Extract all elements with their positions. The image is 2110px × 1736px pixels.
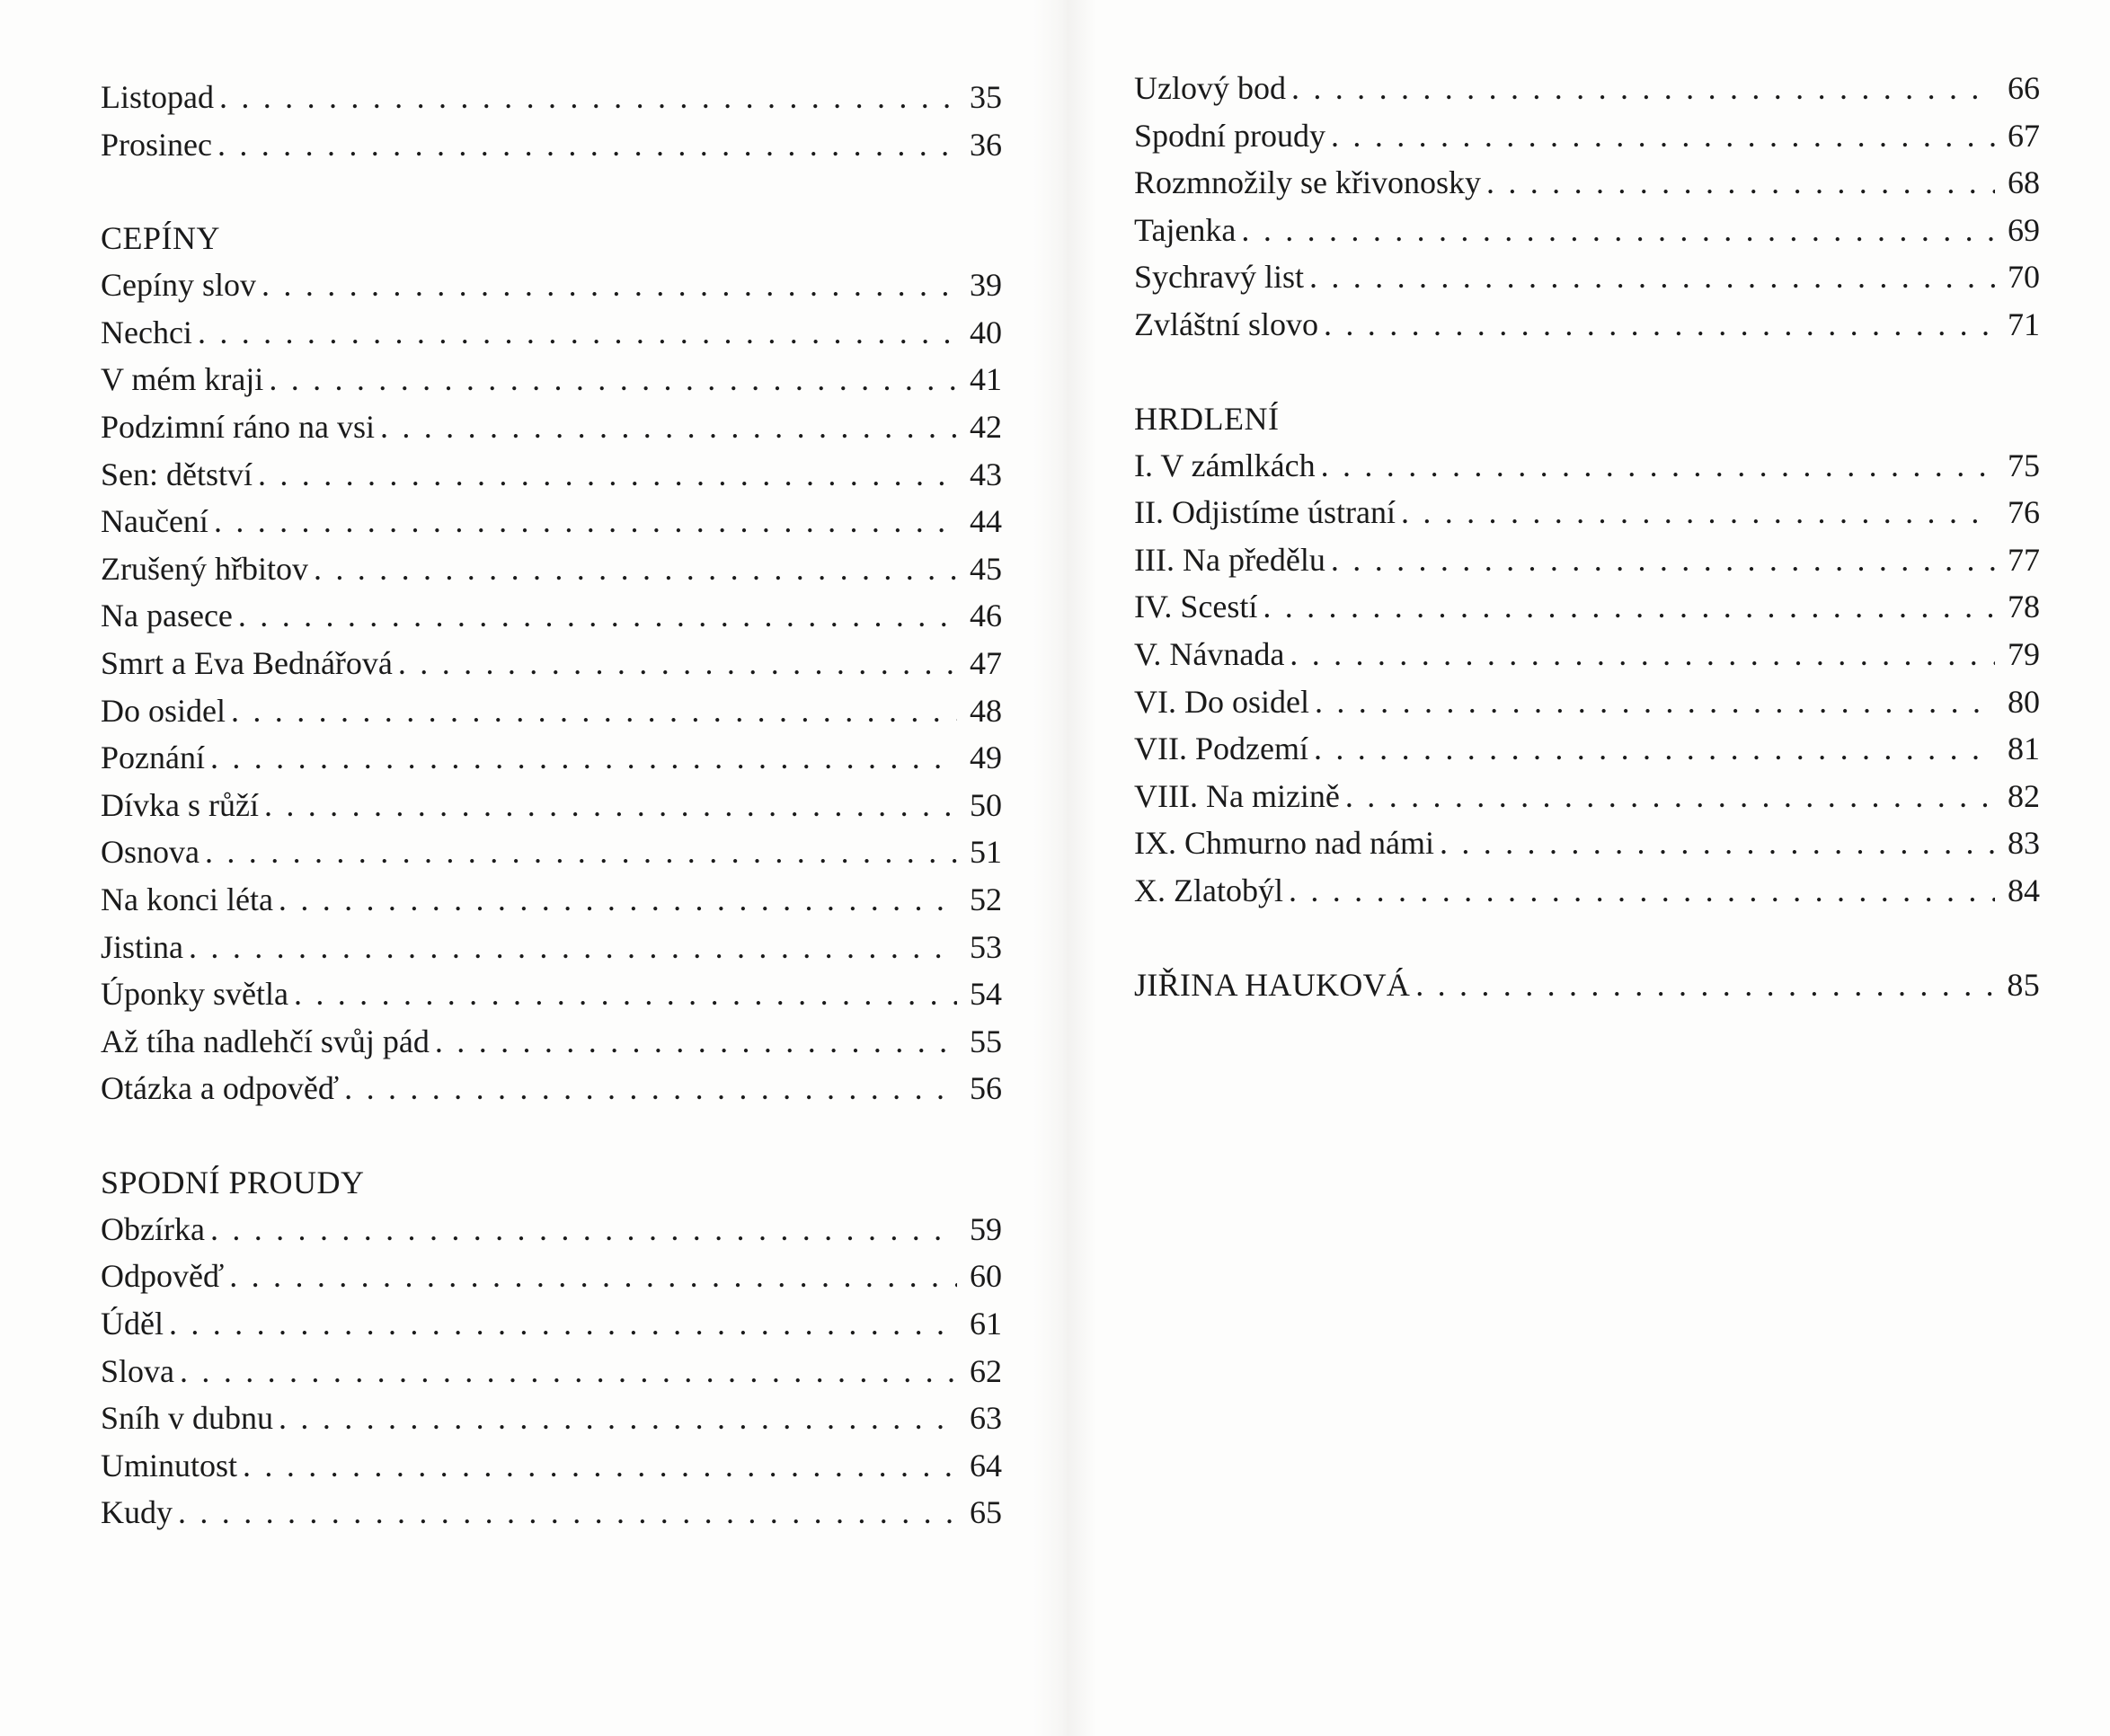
toc-entry-title: VI. Do osidel [1134, 683, 1309, 720]
dot-leader [398, 640, 957, 687]
dot-leader [435, 1018, 957, 1066]
toc-entry [1134, 301, 2040, 349]
toc-entry-title: Zvláštní slovo [1134, 306, 1318, 342]
toc-entry [101, 1018, 1002, 1066]
toc-entry [101, 74, 1002, 121]
toc-entry-page: 77 [2008, 541, 2040, 578]
dot-leader [219, 74, 957, 121]
toc-entry [1134, 207, 2040, 254]
section-heading: HRDLENÍ [1134, 400, 1280, 437]
toc-entry-title: X. Zlatobýl [1134, 872, 1283, 908]
toc-entry-title: Poznání [101, 740, 205, 776]
toc-entry [101, 734, 1002, 782]
toc-entry-title: Smrt a Eva Bednářová [101, 644, 393, 681]
toc-entry [101, 1253, 1002, 1300]
toc-entry-title: III. Na předělu [1134, 541, 1325, 578]
toc-entry [101, 403, 1002, 451]
toc-section [101, 74, 1002, 168]
toc-entry-page: 42 [970, 408, 1002, 445]
toc-entry-title: Sychravý list [1134, 259, 1304, 296]
toc-entry-title: Úděl [101, 1306, 164, 1342]
dot-leader [1324, 301, 1995, 349]
toc-entry [101, 498, 1002, 545]
toc-entry [101, 828, 1002, 876]
toc-section [1134, 65, 2040, 349]
toc-entry-title: Osnova [101, 834, 199, 871]
toc-entry-page: 49 [970, 740, 1002, 776]
book-gutter [1033, 0, 1096, 1736]
dot-leader [180, 1348, 957, 1395]
toc-entry [1134, 583, 2040, 631]
toc-entry-page: 46 [970, 598, 1002, 634]
dot-leader [217, 121, 957, 169]
toc-entry [1134, 678, 2040, 726]
toc-entry-page: 50 [970, 786, 1002, 823]
right-page [1134, 0, 2040, 1055]
toc-entry-title: Kudy [101, 1494, 173, 1531]
dot-leader [1486, 159, 1995, 207]
toc-entry-page: 66 [2008, 70, 2040, 106]
toc-entry [101, 1489, 1002, 1537]
toc-entry-page: 54 [970, 976, 1002, 1013]
toc-entry-title: IX. Chmurno nad námi [1134, 825, 1434, 862]
left-page [101, 0, 1002, 1583]
toc-entry-title: Otázka a odpověď [101, 1070, 340, 1107]
toc-entry [101, 640, 1002, 687]
toc-entry-page: 79 [2008, 635, 2040, 672]
dot-leader [189, 924, 957, 971]
dot-leader [380, 403, 957, 451]
toc-entry-page: 43 [970, 456, 1002, 492]
toc-entry-title: Spodní proudy [1134, 117, 1326, 154]
dot-leader [264, 782, 957, 829]
toc-entry [1134, 489, 2040, 536]
dot-leader [1291, 65, 1995, 112]
toc-entry-page: 82 [2008, 777, 2040, 814]
toc-entry-title: Cepíny slov [101, 267, 257, 304]
toc-entry-page: 51 [970, 834, 1002, 871]
toc-entry [1134, 867, 2040, 915]
toc-entry-title: Uminutost [101, 1447, 238, 1484]
toc-entry-title: Tajenka [1134, 211, 1237, 248]
dot-leader [1440, 819, 1995, 867]
toc-entry-page: 48 [970, 692, 1002, 729]
section-heading: SPODNÍ PROUDY [101, 1164, 365, 1200]
dot-leader [210, 734, 957, 782]
toc-entry [101, 970, 1002, 1018]
toc-entry-title: Úponky světla [101, 976, 288, 1013]
toc-entry-page: 44 [970, 503, 1002, 540]
toc-entry-page: 76 [2008, 494, 2040, 531]
toc-entry-title: Podzimní ráno na vsi [101, 408, 375, 445]
toc-entry [1134, 961, 2040, 1009]
dot-leader [294, 970, 957, 1018]
toc-entry [101, 1348, 1002, 1395]
toc-entry-title: Odpověď [101, 1258, 225, 1295]
toc-entry-title: Obzírka [101, 1210, 205, 1247]
toc-entry-page: 81 [2008, 731, 2040, 767]
dot-leader [1315, 678, 1995, 726]
toc-entry-page: 68 [2008, 164, 2040, 201]
dot-leader [258, 451, 957, 499]
section-heading: CEPÍNY [101, 220, 221, 257]
dot-leader [169, 1300, 957, 1348]
toc-entry [101, 261, 1002, 309]
toc-entry-title: IV. Scestí [1134, 589, 1258, 625]
toc-entry-title: Sníh v dubnu [101, 1400, 274, 1437]
toc-entry [101, 782, 1002, 829]
toc-entry-title: Slova [101, 1352, 175, 1389]
toc-entry-title: Listopad [101, 79, 214, 115]
toc-entry-title: I. V zámlkách [1134, 447, 1316, 483]
toc-entry-page: 45 [970, 550, 1002, 587]
toc-entry-page: 60 [970, 1258, 1002, 1295]
toc-entry-page: 55 [970, 1023, 1002, 1059]
toc-entry [1134, 631, 2040, 678]
toc-entry-page: 35 [970, 79, 1002, 115]
toc-section [101, 1159, 1002, 1537]
dot-leader [1241, 207, 1995, 254]
toc-entry-page: 41 [970, 361, 1002, 398]
toc-entry-title: VII. Podzemí [1134, 731, 1308, 767]
toc-entry [101, 121, 1002, 169]
toc-entry-page: 52 [970, 881, 1002, 917]
toc-entry [101, 592, 1002, 640]
dot-leader [1290, 631, 1995, 678]
toc-entry [101, 1442, 1002, 1490]
toc-entry-page: 61 [970, 1306, 1002, 1342]
toc-entry [1134, 442, 2040, 490]
toc-entry [101, 1206, 1002, 1253]
dot-leader [229, 1253, 957, 1300]
toc-entry-title: Až tíha nadlehčí svůj pád [101, 1023, 430, 1059]
toc-entry-title: Na pasece [101, 598, 233, 634]
toc-entry-page: 40 [970, 314, 1002, 350]
toc-section [101, 215, 1002, 1112]
dot-leader [262, 261, 957, 309]
toc-entry-title: Prosinec [101, 126, 212, 163]
toc-entry-title: Zrušený hřbitov [101, 550, 308, 587]
toc-entry-page: 56 [970, 1070, 1002, 1107]
toc-entry [1134, 725, 2040, 773]
toc-entry-page: 78 [2008, 589, 2040, 625]
toc-entry [1134, 112, 2040, 160]
toc-entry-title: Rozmnožily se křivonosky [1134, 164, 1481, 201]
toc-entry [101, 356, 1002, 403]
toc-entry-title: Sen: dětství [101, 456, 253, 492]
toc-entry [1134, 253, 2040, 301]
toc-entry [101, 1395, 1002, 1442]
dot-leader [314, 545, 957, 593]
toc-entry [101, 1065, 1002, 1112]
dot-leader [279, 876, 957, 924]
toc-entry [101, 1300, 1002, 1348]
toc-entry [1134, 65, 2040, 112]
dot-leader [344, 1065, 957, 1112]
dot-leader [178, 1489, 957, 1537]
toc-entry [101, 451, 1002, 499]
toc-entry-page: 84 [2008, 872, 2040, 908]
toc-entry-page: 85 [2007, 966, 2040, 1003]
dot-leader [1289, 867, 1995, 915]
dot-leader [1331, 536, 1995, 584]
toc-entry-title: V. Návnada [1134, 635, 1285, 672]
toc-entry-title: II. Odjistíme ústraní [1134, 494, 1396, 531]
toc-entry [101, 687, 1002, 735]
toc-entry-page: 80 [2008, 683, 2040, 720]
dot-leader [210, 1206, 957, 1253]
dot-leader [238, 592, 957, 640]
toc-entry [101, 924, 1002, 971]
toc-section [1134, 961, 2040, 1009]
toc-entry-page: 67 [2008, 117, 2040, 154]
toc-entry-title: JIŘINA HAUKOVÁ [1134, 966, 1411, 1003]
dot-leader [1263, 583, 1995, 631]
dot-leader [1331, 112, 1995, 160]
toc-entry-page: 70 [2008, 259, 2040, 296]
toc-entry-page: 75 [2008, 447, 2040, 483]
dot-leader [214, 498, 957, 545]
toc-entry [1134, 819, 2040, 867]
toc-entry-title: Do osidel [101, 692, 226, 729]
toc-entry [101, 309, 1002, 357]
dot-leader [279, 1395, 957, 1442]
toc-entry [101, 545, 1002, 593]
toc-entry [101, 876, 1002, 924]
toc-entry-page: 64 [970, 1447, 1002, 1484]
dot-leader [1401, 489, 1995, 536]
toc-entry-title: V mém kraji [101, 361, 264, 398]
dot-leader [198, 309, 957, 357]
toc-entry [1134, 159, 2040, 207]
toc-entry-page: 39 [970, 267, 1002, 304]
toc-entry-page: 71 [2008, 306, 2040, 342]
toc-entry-page: 63 [970, 1400, 1002, 1437]
dot-leader [231, 687, 957, 735]
dot-leader [1415, 961, 1995, 1009]
dot-leader [269, 356, 957, 403]
toc-entry-page: 36 [970, 126, 1002, 163]
toc-entry-page: 83 [2008, 825, 2040, 862]
dot-leader [1345, 773, 1995, 820]
dot-leader [1309, 253, 1995, 301]
toc-entry-page: 53 [970, 928, 1002, 965]
toc-entry-page: 47 [970, 644, 1002, 681]
dot-leader [205, 828, 957, 876]
dot-leader [243, 1442, 957, 1490]
toc-entry-title: VIII. Na mizině [1134, 777, 1340, 814]
dot-leader [1321, 442, 1995, 490]
toc-section [1134, 395, 2040, 915]
dot-leader [1314, 725, 1995, 773]
toc-entry-page: 69 [2008, 211, 2040, 248]
toc-entry [1134, 536, 2040, 584]
toc-entry-page: 59 [970, 1210, 1002, 1247]
toc-entry-title: Jistina [101, 928, 184, 965]
toc-entry-title: Dívka s růží [101, 786, 259, 823]
toc-entry-page: 65 [970, 1494, 1002, 1531]
toc-entry-title: Na konci léta [101, 881, 273, 917]
toc-entry-title: Uzlový bod [1134, 70, 1286, 106]
toc-entry [1134, 773, 2040, 820]
toc-entry-page: 62 [970, 1352, 1002, 1389]
toc-entry-title: Naučení [101, 503, 208, 540]
toc-entry-title: Nechci [101, 314, 192, 350]
